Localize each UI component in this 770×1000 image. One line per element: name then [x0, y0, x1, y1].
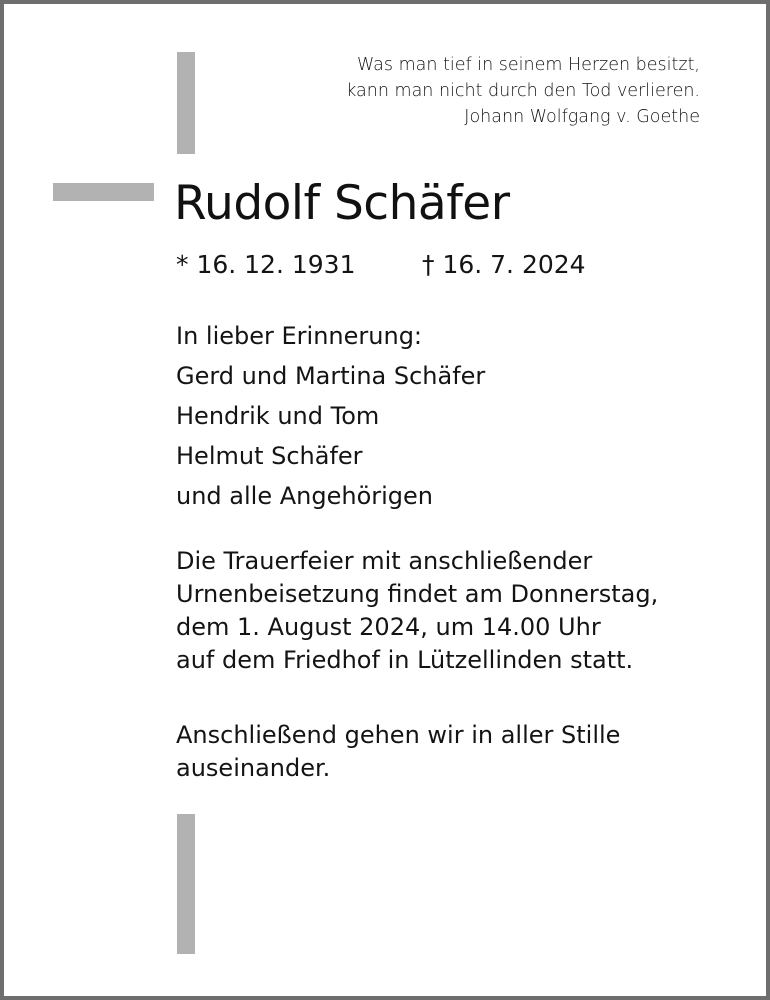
- ceremony-notice: [176, 545, 658, 677]
- ceremony-line: dem 1. August 2024, um 14.00 Uhr: [176, 613, 601, 641]
- quote-line: Was man tief in seinem Herzen besitzt,: [356, 55, 700, 75]
- deceased-name: Rudolf Schäfer: [174, 176, 510, 231]
- closing-notice: [176, 719, 620, 785]
- death-date: † 16. 7. 2024: [422, 250, 586, 279]
- cross-horizontal-beam: [53, 183, 154, 201]
- closing-line: Anschließend gehen wir in aller Stille: [176, 721, 621, 749]
- mourners-intro: In lieber Erinnerung:: [176, 322, 423, 350]
- mourner-name: Gerd und Martina Schäfer: [176, 362, 486, 390]
- mourner-name: und alle Angehörigen: [176, 482, 433, 510]
- ceremony-line: auf dem Friedhof in Lützellinden statt.: [176, 646, 634, 674]
- mourner-name: Hendrik und Tom: [176, 402, 380, 430]
- closing-line: auseinander.: [176, 754, 331, 782]
- quote-author: Johann Wolfgang v. Goethe: [464, 107, 700, 127]
- mourners-block: [176, 316, 485, 516]
- birth-date: * 16. 12. 1931: [176, 250, 356, 279]
- cross-lower-beam: [177, 814, 195, 954]
- cross-upper-beam: [177, 52, 195, 154]
- mourner-name: Helmut Schäfer: [176, 442, 363, 470]
- goethe-quote: [346, 52, 700, 130]
- ceremony-line: Urnenbeisetzung findet am Donnerstag,: [176, 580, 659, 608]
- ceremony-line: Die Trauerfeier mit anschließender: [176, 547, 593, 575]
- quote-line: kann man nicht durch den Tod verlieren.: [346, 81, 700, 101]
